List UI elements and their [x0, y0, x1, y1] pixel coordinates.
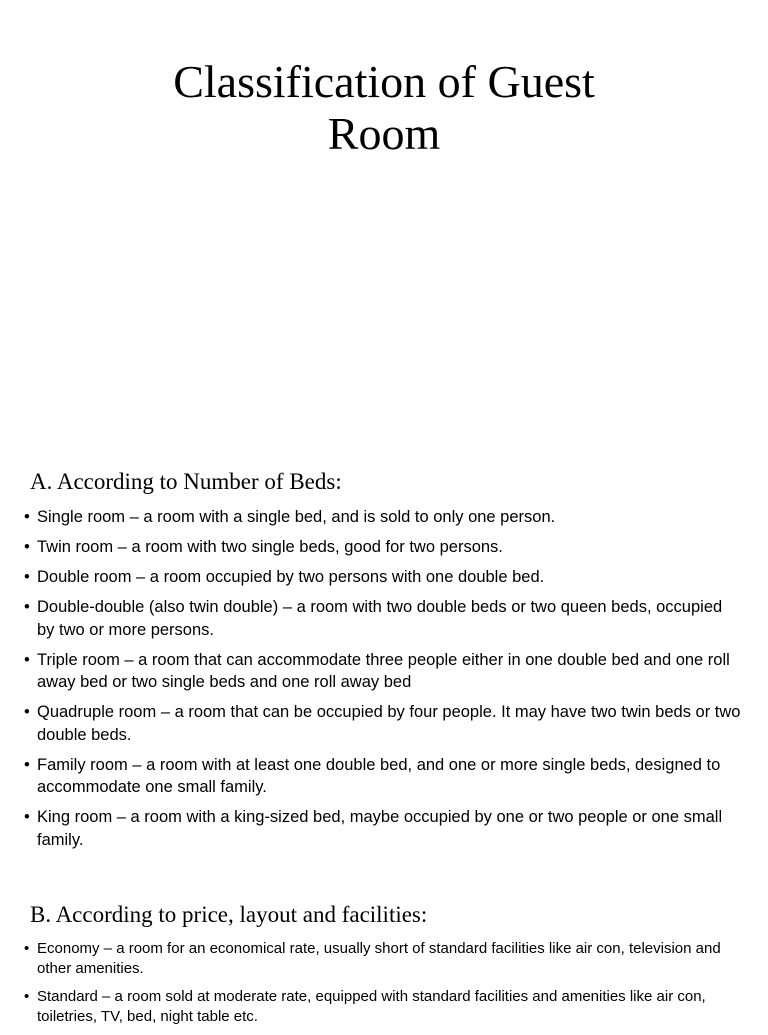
page-title	[0, 56, 768, 160]
list-item-single-room	[24, 506, 744, 529]
page-title-line-1: Classification of Guest	[173, 56, 595, 107]
list-item-text: Double-double (also twin double) – a room with two double beds or two queen beds, occupied by two or more persons.	[37, 598, 723, 639]
bullet-icon: •	[24, 940, 30, 957]
bullet-icon: •	[24, 568, 30, 586]
bullet-icon: •	[24, 808, 30, 826]
list-item-text: Economy – a room for an economical rate, usually short of standard facilities like air con, television and other amenities.	[37, 940, 721, 977]
bullet-icon: •	[24, 650, 30, 669]
page-title-line-2: Room	[327, 108, 441, 159]
list-item-text: Single room – a room with a single bed, and is sold to only one person.	[37, 508, 556, 526]
bullet-icon: •	[24, 755, 30, 774]
section-a-heading: A. According to Number of Beds:	[30, 469, 342, 494]
section-a-list	[24, 506, 744, 859]
bullet-icon: •	[24, 538, 30, 556]
list-item-triple-room	[24, 649, 744, 694]
list-item-family-room	[24, 754, 744, 799]
section-b-heading: B. According to price, layout and facilities:	[30, 902, 428, 927]
list-item-text: Triple room – a room that can accommodate three people either in one double bed and one roll away bed or two single beds and one roll away bed	[37, 650, 730, 691]
list-item-quadruple-room	[24, 701, 744, 746]
list-item-text: Double room – a room occupied by two persons with one double bed.	[37, 568, 545, 586]
list-item-king-room	[24, 806, 744, 851]
list-item-text: King room – a room with a king-sized bed, maybe occupied by one or two people or one small family.	[37, 808, 723, 849]
list-item-text: Standard – a room sold at moderate rate, equipped with standard facilities and amenities like air con, toiletries, TV, bed, night table etc.	[37, 988, 706, 1025]
list-item-double-double	[24, 596, 744, 641]
list-item-twin-room	[24, 536, 744, 559]
list-item-text: Quadruple room – a room that can be occupied by four people. It may have two twin beds or two double beds.	[37, 703, 741, 744]
list-item-economy	[24, 939, 744, 979]
list-item-text: Twin room – a room with two single beds, good for two persons.	[37, 538, 503, 556]
list-item-standard	[24, 987, 744, 1027]
section-b-list	[24, 939, 744, 1035]
list-item-double-room	[24, 566, 744, 589]
bullet-icon: •	[24, 988, 30, 1005]
list-item-text: Family room – a room with at least one double bed, and one or more single beds, designed to accommodate one small family.	[37, 755, 721, 796]
bullet-icon: •	[24, 703, 30, 721]
bullet-icon: •	[24, 508, 30, 526]
bullet-icon: •	[24, 598, 30, 616]
